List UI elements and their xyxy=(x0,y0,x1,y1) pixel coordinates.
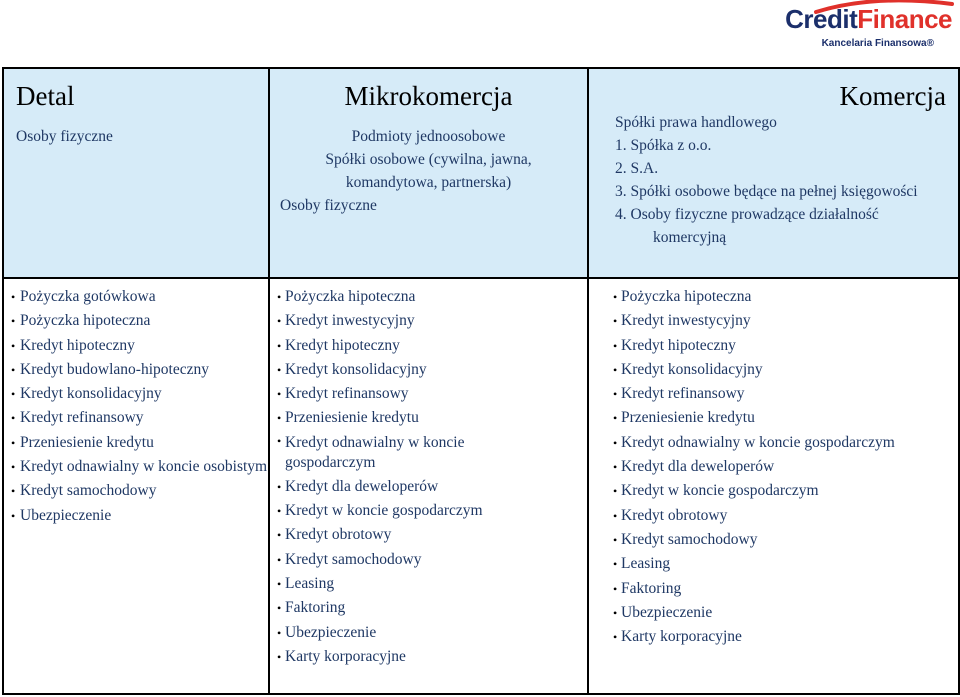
creditfinance-logo xyxy=(784,4,954,56)
list-item: • Kredyt samochodowy xyxy=(589,528,958,552)
list-item: • Faktoring xyxy=(270,596,587,620)
list-item: • Kredyt dla deweloperów xyxy=(589,455,958,479)
list-item: • Kredyt konsolidacyjny xyxy=(4,382,268,406)
header-line: komandytowa, partnerska) xyxy=(345,174,512,191)
list-item: • Kredyt w koncie gospodarczym xyxy=(270,499,587,523)
column-mikrokomercja-items xyxy=(269,278,588,694)
list-item: • Kredyt inwestycyjny xyxy=(270,309,587,333)
list-item: • Pożyczka gotówkowa xyxy=(4,285,268,309)
list-item: • Kredyt odnawialny w koncie osobistym xyxy=(4,455,268,479)
logo-credit: Credit xyxy=(785,4,858,34)
list-item: • Kredyt samochodowy xyxy=(4,479,268,503)
list-item: • Przeniesienie kredytu xyxy=(270,406,587,430)
list-item: • Faktoring xyxy=(589,577,958,601)
list-item: • Kredyt obrotowy xyxy=(270,523,587,547)
header-line: 2. S.A. xyxy=(615,160,659,177)
logo-wordmark xyxy=(785,4,952,35)
list-item: • Kredyt konsolidacyjny xyxy=(589,358,958,382)
header-line: 3. Spółki osobowe będące na pełnej księgowości xyxy=(615,183,918,200)
items-row xyxy=(3,278,959,694)
header-line: Spółki osobowe (cywilna, jawna, xyxy=(325,151,532,168)
list-item: • Ubezpieczenie xyxy=(270,621,587,645)
header-line: 1. Spółka z o.o. xyxy=(615,137,712,154)
header-row xyxy=(3,68,959,278)
header-detal xyxy=(3,68,269,278)
list-item: • Kredyt inwestycyjny xyxy=(589,309,958,333)
list-item: • Kredyt konsolidacyjny xyxy=(270,358,587,382)
header-line: Podmioty jednoosobowe xyxy=(351,128,506,145)
list-item: • Karty korporacyjne xyxy=(589,625,958,649)
product-list xyxy=(270,285,587,669)
list-item: • Karty korporacyjne xyxy=(270,645,587,669)
list-item: • Ubezpieczenie xyxy=(589,601,958,625)
list-item: • Leasing xyxy=(270,572,587,596)
header-line: Osoby fizyczne xyxy=(280,197,377,214)
column-detal-items xyxy=(3,278,269,694)
list-item: • Kredyt odnawialny w koncie gospodarczym xyxy=(270,431,485,475)
list-item: • Kredyt samochodowy xyxy=(270,548,587,572)
list-item: • Kredyt dla deweloperów xyxy=(270,475,587,499)
list-item: • Kredyt odnawialny w koncie gospodarczym xyxy=(589,431,958,455)
list-item: • Ubezpieczenie xyxy=(4,504,268,528)
list-item: • Kredyt refinansowy xyxy=(589,382,958,406)
logo-subtitle: Kancelaria Finansowa® xyxy=(821,38,934,49)
product-list xyxy=(4,285,268,528)
list-item: • Przeniesienie kredytu xyxy=(589,406,958,430)
column-title: Detal xyxy=(16,81,75,111)
list-item: • Kredyt w koncie gospodarczym xyxy=(589,479,958,503)
list-item: • Kredyt hipoteczny xyxy=(270,334,587,358)
product-list xyxy=(589,285,958,649)
list-item: • Kredyt hipoteczny xyxy=(4,334,268,358)
offer-table xyxy=(2,67,960,695)
list-item: • Kredyt hipoteczny xyxy=(589,334,958,358)
list-item: • Kredyt budowlano-hipoteczny xyxy=(4,358,268,382)
header-line: 4. Osoby fizyczne prowadzące działalność xyxy=(615,206,879,223)
header-line: komercyjną xyxy=(653,229,727,246)
list-item: • Kredyt refinansowy xyxy=(270,382,587,406)
list-item: • Pożyczka hipoteczna xyxy=(4,309,268,333)
list-item: • Przeniesienie kredytu xyxy=(4,431,268,455)
list-item: • Leasing xyxy=(589,552,958,576)
list-item: • Kredyt refinansowy xyxy=(4,406,268,430)
header-line: Spółki prawa handlowego xyxy=(615,114,777,131)
header-line: Osoby fizyczne xyxy=(16,128,113,145)
logo-finance: Finance xyxy=(857,4,952,34)
list-item: • Pożyczka hipoteczna xyxy=(589,285,958,309)
header-mikrokomercja xyxy=(269,68,588,278)
column-title: Komercja xyxy=(839,81,946,111)
column-komercja-items xyxy=(588,278,959,694)
header-komercja xyxy=(588,68,959,278)
list-item: • Pożyczka hipoteczna xyxy=(270,285,587,309)
column-title: Mikrokomercja xyxy=(344,81,513,111)
list-item: • Kredyt obrotowy xyxy=(589,504,958,528)
